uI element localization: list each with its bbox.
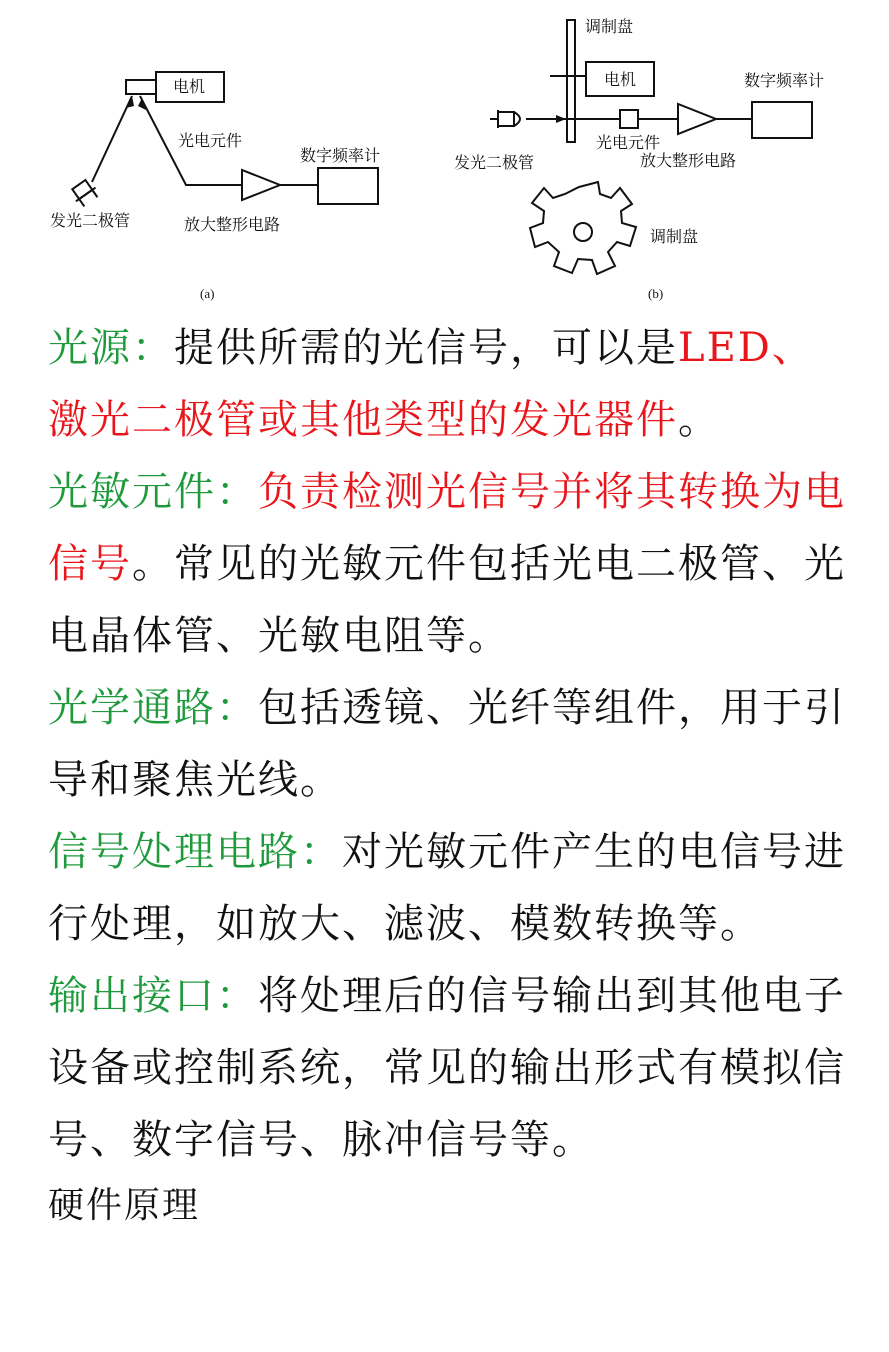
- term-photosensitive: 光敏元件：: [48, 469, 258, 515]
- highlight-photosensitive: 负责检测光信号并将其转换为电信号: [48, 469, 846, 587]
- amp-label-b: 放大整形电路: [640, 151, 737, 170]
- freq-meter-box-b: [752, 102, 812, 138]
- motor-label-a: 电机: [173, 77, 206, 96]
- amp-label-a: 放大整形电路: [184, 215, 281, 234]
- led-label-b: 发光二极管: [454, 153, 535, 172]
- photo-element-label-a: 光电元件: [178, 131, 243, 150]
- paragraph-photosensitive: [48, 456, 848, 672]
- desc-optical-path: 包括透镜、光纤等组件，用于引导和聚焦光线。: [48, 685, 846, 803]
- arrowhead-b: [556, 115, 566, 123]
- amplifier-icon-b: [678, 104, 716, 134]
- tachometer-diagram: [0, 0, 889, 310]
- freq-meter-label-b: 数字频率计: [744, 71, 825, 90]
- end-light-source: 。: [678, 397, 720, 443]
- photo-element-label-b: 光电元件: [596, 133, 661, 152]
- paragraph-optical-path: [48, 672, 848, 816]
- diagram-b: [454, 17, 824, 301]
- term-light-source: 光源：: [48, 325, 174, 371]
- modulation-disc-gear-icon: [530, 182, 636, 274]
- disc-top-label-b: 调制盘: [585, 17, 634, 36]
- led-icon-a: [69, 178, 101, 209]
- amplifier-icon-a: [242, 170, 280, 200]
- photo-element-box-b: [620, 110, 638, 128]
- description-text: [48, 312, 848, 1236]
- term-signal-processing: 信号处理电路：: [48, 829, 342, 875]
- led-label-a: 发光二极管: [50, 211, 131, 230]
- highlight-light-source: LED、激光二极管或其他类型的发光器件: [48, 325, 814, 443]
- diagram-a: [50, 72, 380, 301]
- paragraph-light-source: [48, 312, 848, 456]
- desc-light-source: 提供所需的光信号，可以是: [174, 325, 678, 371]
- desc-output-interface: 将处理后的信号输出到其他电子设备或控制系统，常见的输出形式有模拟信号、数字信号、脉冲信号等。: [48, 973, 846, 1163]
- freq-meter-box-a: [318, 168, 378, 204]
- term-optical-path: 光学通路：: [48, 685, 258, 731]
- footer-hardware-principle: 硬件原理: [48, 1185, 201, 1226]
- arrowhead-a1: [126, 96, 134, 108]
- desc-signal-processing: 对光敏元件产生的电信号进行处理，如放大、滤波、模数转换等。: [48, 829, 846, 947]
- motor-shaft-a: [126, 80, 156, 94]
- disc-bottom-label-b: 调制盘: [650, 227, 699, 246]
- incident-ray-a: [92, 96, 132, 182]
- modulation-disc-b: [567, 20, 575, 142]
- led-icon-b: [490, 110, 520, 128]
- term-output-interface: 输出接口：: [48, 973, 258, 1019]
- rest-photosensitive: 。常见的光敏元件包括光电二极管、光电晶体管、光敏电阻等。: [48, 541, 846, 659]
- caption-b: (b): [648, 286, 664, 301]
- freq-meter-label-a: 数字频率计: [300, 146, 381, 165]
- paragraph-output-interface: [48, 960, 848, 1176]
- caption-a: (a): [200, 286, 215, 301]
- motor-label-b: 电机: [604, 70, 637, 89]
- paragraph-signal-processing: [48, 816, 848, 960]
- disc-hub-icon: [574, 223, 592, 241]
